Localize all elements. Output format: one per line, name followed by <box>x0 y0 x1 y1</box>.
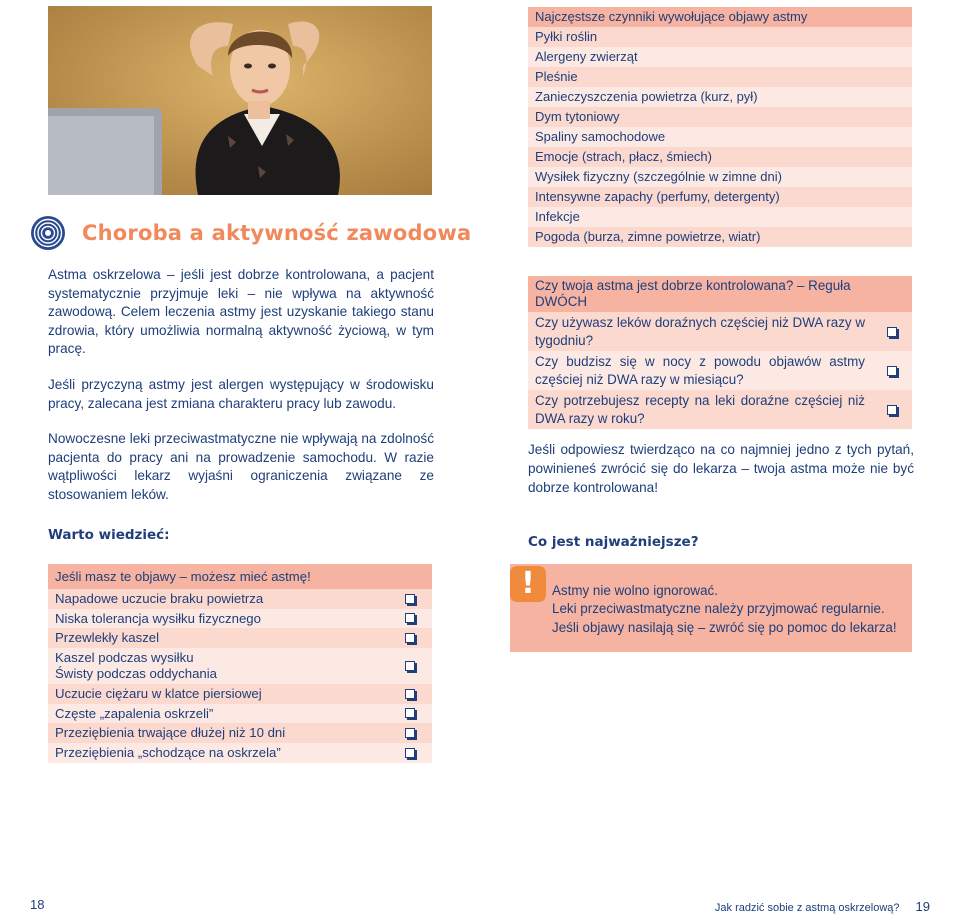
checkbox-icon[interactable] <box>405 689 415 699</box>
trigger-item: Spaliny samochodowe <box>528 127 912 147</box>
left-body-text <box>48 266 434 522</box>
checkbox-icon[interactable] <box>405 613 415 623</box>
symptom-row: Kaszel podczas wysiłku Świsty podczas oddychania <box>48 648 432 684</box>
exclamation-icon: ! <box>510 566 546 602</box>
trigger-item: Alergeny zwierząt <box>528 47 912 67</box>
important-line: Jeśli objawy nasilają się – zwróć się po pomoc do lekarza! <box>552 619 897 635</box>
checkbox-icon[interactable] <box>887 327 897 337</box>
control-checklist <box>528 276 912 429</box>
footer-right <box>715 899 930 914</box>
important-lines <box>552 582 897 637</box>
symptom-row: Napadowe uczucie braku powietrza <box>48 589 432 609</box>
symptom-box-title: Jeśli masz te objawy – możesz mieć astmę! <box>48 564 432 589</box>
answer-advice: Jeśli odpowiesz twierdząco na co najmniej jedno z tych pytań, powinieneś zwrócić się do lekarza – twoja astma może nie być dobrze kontrolowana! <box>528 442 914 495</box>
footer-title: Jak radzić sobie z astmą oskrzelową? <box>714 902 900 914</box>
section-header <box>30 215 471 251</box>
symptom-row: Uczucie ciężaru w klatce piersiowej <box>48 684 432 704</box>
triggers-title: Najczęstsze czynniki wywołujące objawy astmy <box>528 7 912 27</box>
trigger-item: Pogoda (burza, zimne powietrze, wiatr) <box>528 227 912 247</box>
symptom-row: Przeziębienia „schodzące na oskrzela” <box>48 743 432 763</box>
trigger-item: Pleśnie <box>528 67 912 87</box>
trigger-item: Infekcje <box>528 207 912 227</box>
triggers-list <box>528 7 912 247</box>
trigger-item: Intensywne zapachy (perfumy, detergenty) <box>528 187 912 207</box>
section-title: Choroba a aktywność zawodowa <box>82 221 472 245</box>
control-question: Czy potrzebujesz recepty na leki doraźne częściej niż DWA razy w roku? <box>528 390 912 429</box>
page-number-right: 19 <box>915 899 930 914</box>
symptom-row: Częste „zapalenia oskrzeli” <box>48 704 432 724</box>
paragraph-asthma-work: Astma oskrzelowa – jeśli jest dobrze kontrolowana, a pacjent systematycznie przyjmuje leki – nie wpływa na aktywność zawodową. Celem leczenia astmy jest uzyskanie takiego stanu zdrowia, który umożliwia normalną aktywność życiową, w tym pracę. <box>48 267 434 357</box>
checkbox-icon[interactable] <box>405 661 415 671</box>
checkbox-icon[interactable] <box>887 366 897 376</box>
symptom-row: Przeziębienia trwające dłużej niż 10 dni <box>48 723 432 743</box>
control-question: Czy budzisz się w nocy z powodu objawów astmy częściej niż DWA razy w miesiącu? <box>528 351 912 390</box>
important-box <box>510 564 912 652</box>
control-title: Czy twoja astma jest dobrze kontrolowana? – Reguła DWÓCH <box>528 276 912 312</box>
checkbox-icon[interactable] <box>887 405 897 415</box>
checkbox-icon[interactable] <box>405 748 415 758</box>
trigger-item: Wysiłek fizyczny (szczególnie w zimne dni) <box>528 167 912 187</box>
control-question: Czy używasz leków doraźnych częściej niż DWA razy w tygodniu? <box>528 312 912 351</box>
important-line: Leki przeciwastmatyczne należy przyjmować regularnie. <box>552 601 885 617</box>
page-number-left: 18 <box>30 897 45 912</box>
paragraph-modern-drugs: Nowoczesne leki przeciwastmatyczne nie wpływają na zdolność pacjenta do pracy ani na prowadzenie samochodu. W razie wątpliwości lekarz wyjaśni ograniczenia związane ze stosowaniem leków. <box>48 431 434 502</box>
woman-at-desk-photo <box>48 6 432 195</box>
checkbox-icon[interactable] <box>405 594 415 604</box>
important-line: Astmy nie wolno ignorować. <box>552 583 718 598</box>
symptom-checklist <box>48 564 432 763</box>
checkbox-icon[interactable] <box>405 633 415 643</box>
important-heading: Co jest najważniejsze? <box>528 534 699 550</box>
trigger-item: Zanieczyszczenia powietrza (kurz, pył) <box>528 87 912 107</box>
worth-knowing-heading: Warto wiedzieć: <box>48 527 170 543</box>
checkbox-icon[interactable] <box>405 708 415 718</box>
symptom-row: Przewlekły kaszel <box>48 628 432 648</box>
checkbox-icon[interactable] <box>405 728 415 738</box>
trigger-item: Emocje (strach, płacz, śmiech) <box>528 147 912 167</box>
paragraph-allergen: Jeśli przyczyną astmy jest alergen występujący w środowisku pracy, zalecana jest zmiana charakteru pracy lub zawodu. <box>48 376 434 411</box>
trigger-item: Pyłki roślin <box>528 27 912 47</box>
symptom-row: Niska tolerancja wysiłku fizycznego <box>48 609 432 629</box>
target-icon <box>30 215 66 251</box>
trigger-item: Dym tytoniowy <box>528 107 912 127</box>
